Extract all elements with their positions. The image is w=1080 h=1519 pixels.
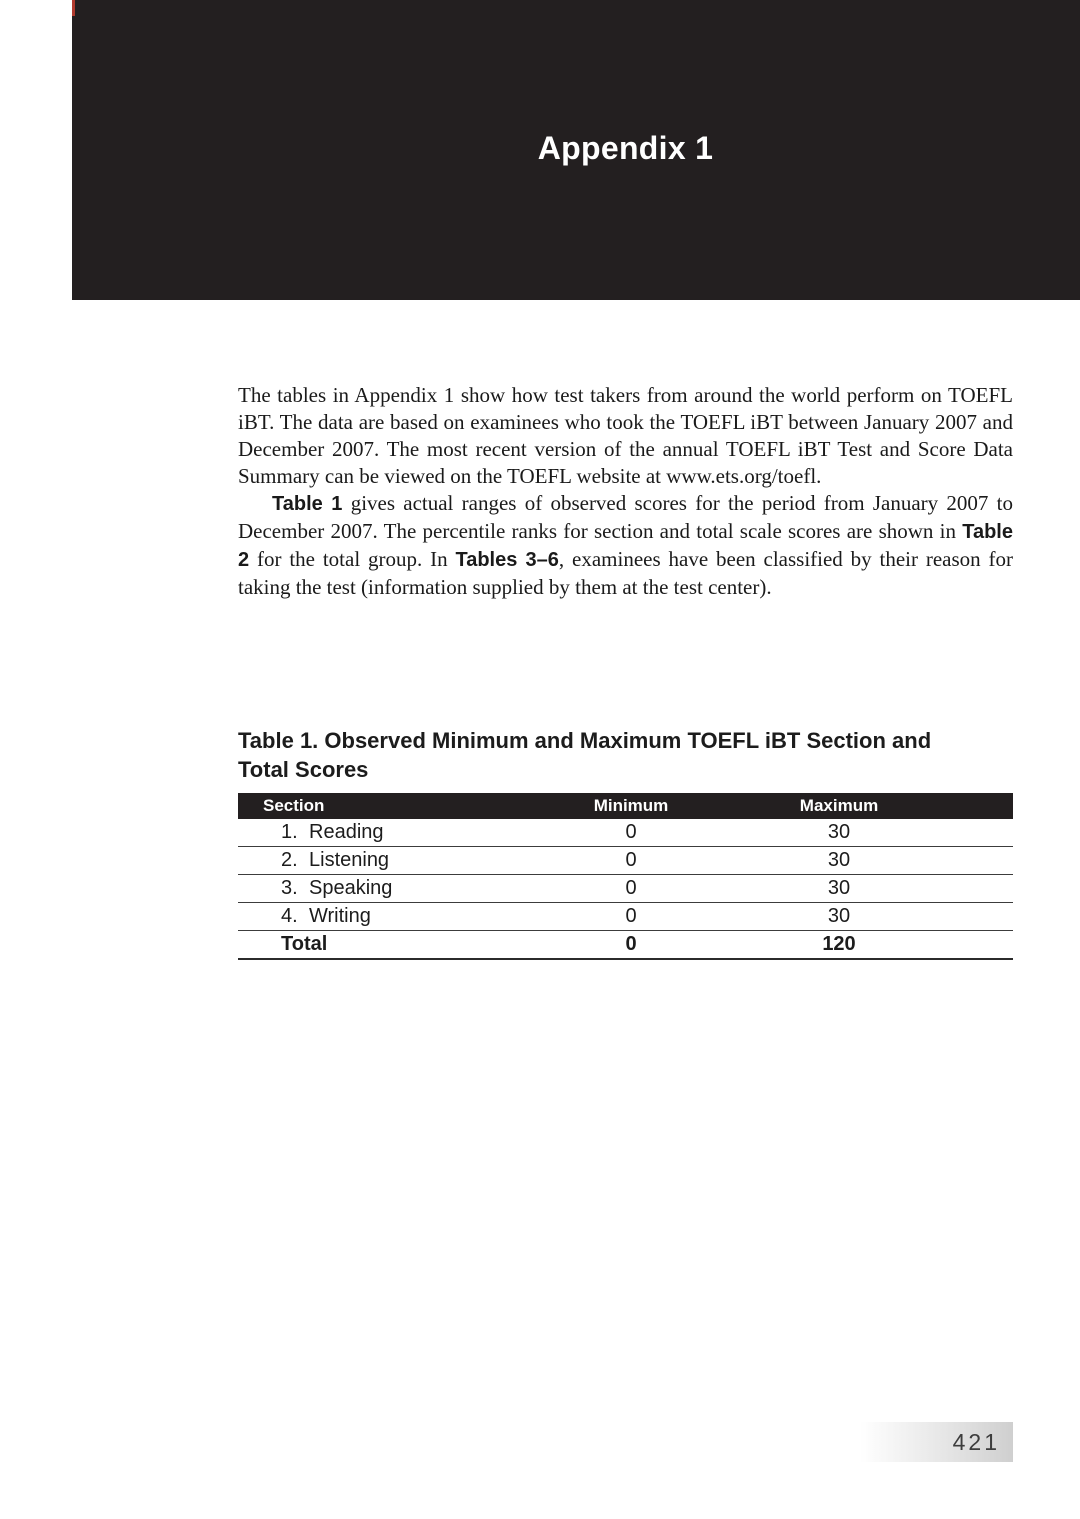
table-1-caption-line-1: Table 1. Observed Minimum and Maximum TOEFL iBT Section and bbox=[238, 728, 932, 753]
row-number: 1. bbox=[281, 821, 298, 843]
table-row bbox=[238, 847, 1013, 875]
maximum-value: 30 bbox=[827, 905, 851, 927]
section-name: Listening bbox=[309, 849, 390, 871]
tables-3-6-reference: Tables 3–6 bbox=[455, 549, 559, 571]
score-range-table bbox=[238, 793, 1013, 960]
total-minimum-value: 0 bbox=[625, 933, 637, 955]
table-header-row bbox=[238, 793, 1013, 819]
total-label: Total bbox=[281, 933, 328, 955]
body-text-column bbox=[238, 382, 1013, 601]
table-1-reference: Table 1 bbox=[272, 493, 343, 515]
section-name: Speaking bbox=[309, 877, 393, 899]
section-name: Writing bbox=[309, 905, 371, 927]
column-header-minimum: Minimum bbox=[593, 796, 669, 815]
row-number: 2. bbox=[281, 849, 298, 871]
row-number: 4. bbox=[281, 905, 298, 927]
table-total-row bbox=[238, 931, 1013, 960]
maximum-value: 30 bbox=[827, 849, 851, 871]
chapter-title: Appendix 1 bbox=[537, 130, 714, 166]
table-2-reference: Table 2 bbox=[238, 521, 1013, 571]
paragraph-text: for the total group. In bbox=[249, 547, 456, 571]
table-row bbox=[238, 903, 1013, 931]
score-range-table-section bbox=[238, 726, 1013, 960]
table-1-caption-line-2: Total Scores bbox=[238, 757, 369, 782]
table-1-caption bbox=[238, 726, 1013, 784]
minimum-value: 0 bbox=[625, 821, 637, 843]
minimum-value: 0 bbox=[625, 905, 637, 927]
red-accent-mark bbox=[72, 0, 75, 16]
tables-overview-paragraph bbox=[238, 490, 1013, 601]
row-number: 3. bbox=[281, 877, 298, 899]
minimum-value: 0 bbox=[625, 877, 637, 899]
column-header-maximum: Maximum bbox=[799, 796, 879, 815]
table-row bbox=[238, 819, 1013, 847]
page-number-tab bbox=[860, 1422, 1013, 1462]
chapter-header-banner bbox=[72, 0, 1080, 300]
page-number: 421 bbox=[952, 1428, 1000, 1455]
paragraph-text: gives actual ranges of observed scores for the period from January 2007 to December 2007. The percentile ranks for section and total scale scores are shown in bbox=[238, 491, 1013, 543]
intro-paragraph: The tables in Appendix 1 show how test takers from around the world perform on TOEFL iBT. The data are based on examinees who took the TOEFL iBT between January 2007 and December 2007. The most recent version of the annual TOEFL iBT Test and Score Data Summary can be viewed on the TOEFL website at www.ets.org/toefl. bbox=[238, 383, 1013, 488]
column-header-section: Section bbox=[263, 796, 325, 815]
maximum-value: 30 bbox=[827, 877, 851, 899]
maximum-value: 30 bbox=[827, 821, 851, 843]
section-name: Reading bbox=[309, 821, 384, 843]
paragraph-text: , examinees have been classified by their reason for taking the test (information supplied by them at the test center). bbox=[238, 547, 1014, 599]
table-row bbox=[238, 875, 1013, 903]
total-maximum-value: 120 bbox=[822, 933, 856, 955]
minimum-value: 0 bbox=[625, 849, 637, 871]
